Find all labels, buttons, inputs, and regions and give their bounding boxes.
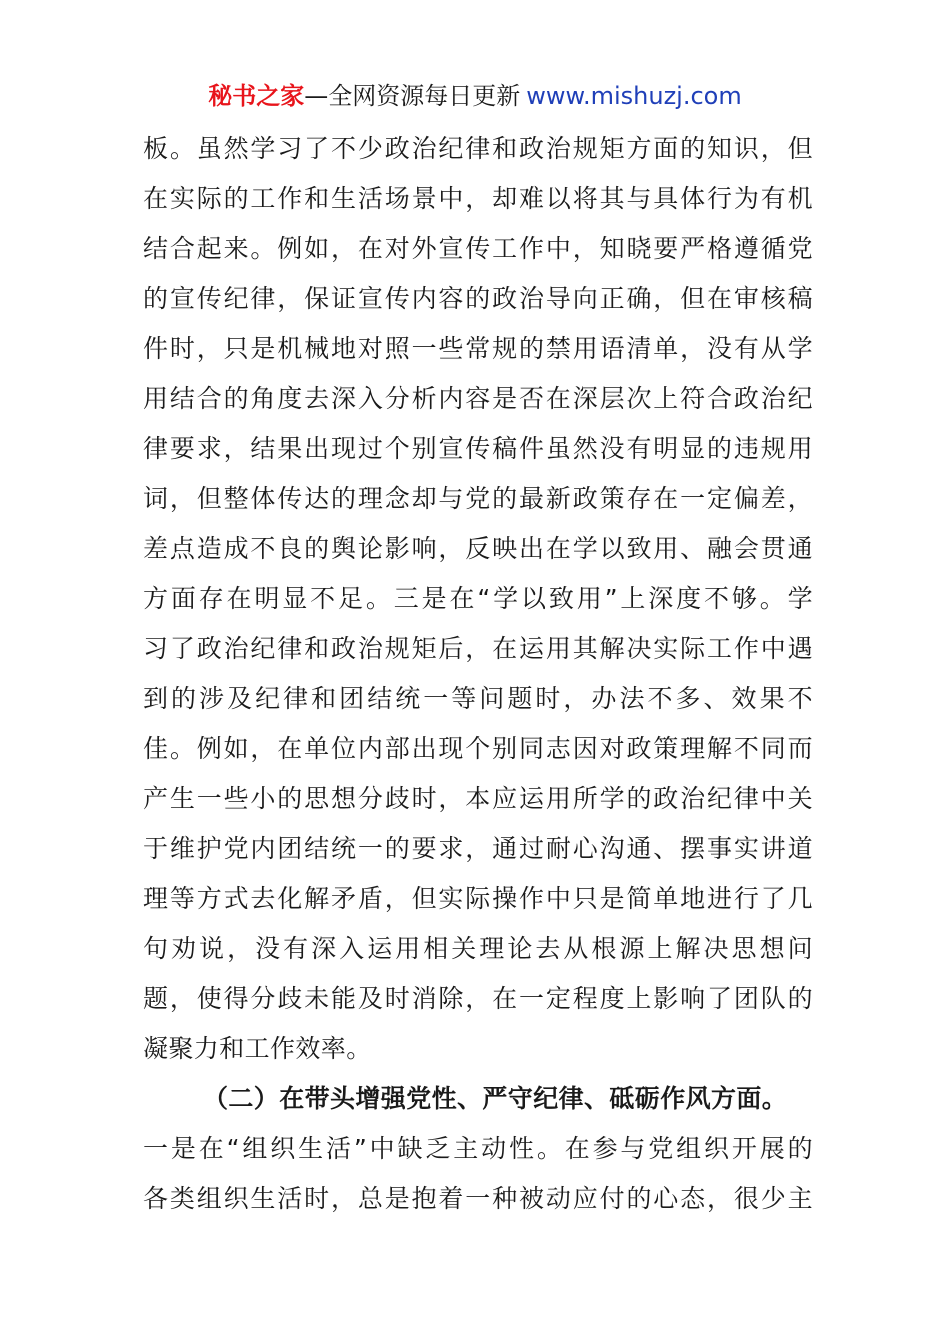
text-line: 件时，只是机械地对照一些常规的禁用语清单，没有从学 — [143, 334, 813, 363]
text-line: 到的涉及纪律和团结统一等问题时，办法不多、效果不 — [143, 684, 813, 713]
text-line: 题，使得分歧未能及时消除，在一定程度上影响了团队的 — [143, 984, 813, 1013]
text-line: 板。虽然学习了不少政治纪律和政治规矩方面的知识，但 — [143, 134, 813, 163]
page-header — [0, 78, 950, 114]
text-line: 于维护党内团结统一的要求，通过耐心沟通、摆事实讲道 — [143, 834, 813, 863]
text-line: 理等方式去化解矛盾，但实际操作中只是简单地进行了几 — [143, 884, 813, 913]
text-line: 句劝说，没有深入运用相关理论去从根源上解决思想问 — [143, 934, 813, 963]
text-line: 各类组织生活时，总是抱着一种被动应付的心态，很少主 — [143, 1184, 813, 1213]
text-line: 一是在“组织生活”中缺乏主动性。在参与党组织开展的 — [143, 1134, 813, 1163]
text-line: 佳。例如，在单位内部出现个别同志因对政策理解不同而 — [143, 734, 813, 763]
text-line: 方面存在明显不足。三是在“学以致用”上深度不够。学 — [143, 584, 813, 613]
body-text — [143, 124, 813, 1224]
text-line: 的宣传纪律，保证宣传内容的政治导向正确，但在审核稿 — [143, 284, 813, 313]
text-line: 词，但整体传达的理念却与党的最新政策存在一定偏差， — [143, 484, 813, 513]
header-url-link[interactable]: www.mishuzj.com — [526, 82, 742, 110]
text-line: 结合起来。例如，在对外宣传工作中，知晓要严格遵循党 — [143, 234, 813, 263]
text-line: 习了政治纪律和政治规矩后，在运用其解决实际工作中遇 — [143, 634, 813, 663]
header-tagline: —全网资源每日更新 — [304, 82, 521, 110]
text-line: 律要求，结果出现过个别宣传稿件虽然没有明显的违规用 — [143, 434, 813, 463]
text-line: 凝聚力和工作效率。 — [143, 1034, 372, 1063]
text-line: 在实际的工作和生活场景中，却难以将其与具体行为有机 — [143, 184, 813, 213]
text-line: 产生一些小的思想分歧时，本应运用所学的政治纪律中关 — [143, 784, 813, 813]
header-brand: 秘书之家 — [208, 82, 305, 110]
text-line: 差点造成不良的舆论影响，反映出在学以致用、融会贯通 — [143, 534, 813, 563]
text-line: 用结合的角度去深入分析内容是否在深层次上符合政治纪 — [143, 384, 813, 413]
section-heading: （二）在带头增强党性、严守纪律、砥砺作风方面。 — [203, 1084, 788, 1113]
